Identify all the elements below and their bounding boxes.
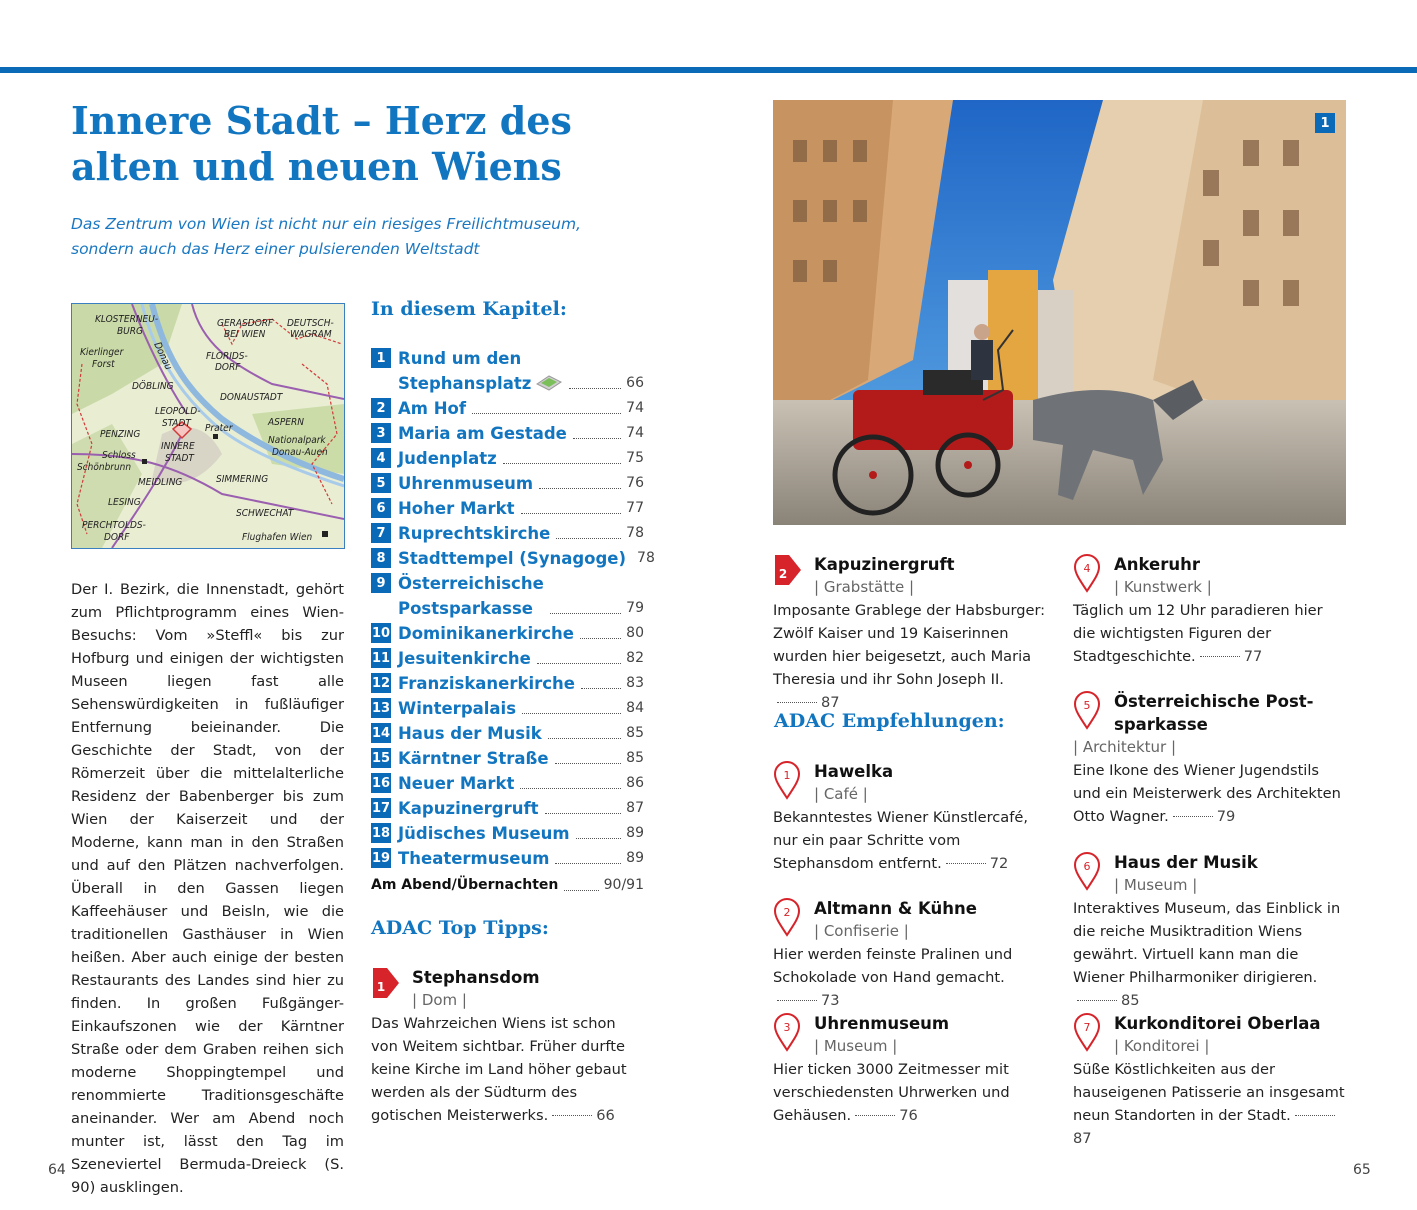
toc-item-label: Am Hof [398, 399, 467, 418]
toc-number-badge: 17 [371, 798, 391, 818]
toc-item[interactable] [371, 821, 644, 846]
toc-page-number: 74 [626, 425, 644, 441]
chapter-title [71, 98, 631, 190]
svg-text:3: 3 [783, 1021, 791, 1034]
map-label: Nationalpark [268, 435, 326, 446]
toc-page-number: 85 [626, 725, 644, 741]
toc-leader-dots [472, 413, 621, 414]
top-tipp-marker-icon [535, 374, 563, 392]
toc-number-badge: 14 [371, 723, 391, 743]
map-label: PENZING [100, 429, 141, 440]
map-label: DORF [215, 362, 241, 373]
entry-name: Ankeruhr [1114, 555, 1201, 574]
toc-page-number: 84 [626, 700, 644, 716]
map-label: KLOSTERNEU- [95, 314, 159, 325]
toc-item[interactable] [371, 746, 644, 771]
map-label: Kierlinger [80, 347, 124, 358]
top-tipp-stephansdom [371, 966, 644, 1127]
toc-number-badge: 4 [371, 448, 391, 468]
toc-leader-dots [569, 388, 621, 389]
empfehlung-oberlaa [1073, 1012, 1349, 1150]
empfehlung-uhrenmuseum [773, 1012, 1049, 1127]
toc-page-number: 87 [626, 800, 644, 816]
map-label: Schönbrunn [77, 462, 132, 473]
map-label: WAGRAM [290, 329, 332, 340]
toc-leader-dots [537, 663, 621, 664]
svg-text:2: 2 [783, 906, 791, 919]
toc-item[interactable] [371, 696, 644, 721]
page-number-left: 64 [48, 1162, 66, 1178]
entry-name: Hawelka [814, 762, 894, 781]
toc-page-number: 83 [626, 675, 644, 691]
map-label: STADT [162, 418, 191, 429]
empfehlung-altmann-kuehne [773, 897, 1049, 1012]
toc-leader-dots [576, 838, 622, 839]
toc-number-badge: 11 [371, 648, 391, 668]
entry-page-number: 85 [1121, 992, 1140, 1009]
map-label: DORF [104, 532, 130, 543]
entry-page-number: 79 [1216, 808, 1236, 825]
empfehlung-pin-icon [1073, 851, 1101, 891]
empfehlung-pin-icon [1073, 690, 1101, 730]
toc-page-number: 76 [626, 475, 644, 491]
toc-page-number: 78 [626, 525, 644, 541]
overview-map [71, 303, 345, 549]
toc-item-label: Kärntner Straße [398, 749, 549, 768]
entry-page-number: 73 [821, 992, 840, 1009]
entry-name: Uhrenmuseum [814, 1014, 950, 1033]
empfehlung-pin-icon [773, 897, 801, 937]
toc-item-label: Haus der Musik [398, 724, 542, 743]
toc-number-badge: 6 [371, 498, 391, 518]
toc-item[interactable] [371, 396, 644, 421]
entry-description: Täglich um 12 Uhr paradieren hier die wichtigsten Figuren der Stadtgeschichte. 77 [1073, 599, 1349, 668]
toc-item-label: Judenplatz [398, 449, 497, 468]
entry-description: Bekanntestes Wiener Künstlercafé, nur ein paar Schritte vom Stephansdom entfernt. 72 [773, 806, 1049, 875]
toc-item-label: Maria am Gestade [398, 424, 567, 443]
leader-dots [1077, 1000, 1117, 1001]
toc-number-badge: 8 [371, 548, 391, 568]
toc-page-number: 78 [637, 550, 655, 566]
toc-item-label: Hoher Markt [398, 499, 515, 518]
svg-text:1: 1 [376, 980, 386, 994]
toc-item[interactable] [371, 646, 644, 671]
toc-item-label: Neuer Markt [398, 774, 515, 793]
subtitle-line2: sondern auch das Herz einer pulsierenden Weltstadt [71, 240, 480, 258]
toc-page-number: 89 [626, 825, 644, 841]
toc-number-badge: 5 [371, 473, 391, 493]
entry-category: | Konditorei | [1114, 1037, 1210, 1055]
toc-page-number: 85 [626, 750, 644, 766]
leader-dots [777, 702, 817, 703]
toc-item[interactable] [371, 496, 644, 521]
map-label: DÖBLING [132, 381, 174, 392]
toc-leader-dots [522, 713, 621, 714]
empfehlung-pin-icon [1073, 1012, 1101, 1052]
map-label: BURG [117, 326, 143, 337]
map-label: Donau-Auen [272, 447, 328, 458]
entry-name: Kapuzinergruft [814, 555, 955, 574]
entry-category: | Museum | [1114, 876, 1198, 894]
toc-item[interactable] [371, 671, 644, 696]
map-label: LESING [108, 497, 141, 508]
toc-page-number: 66 [626, 375, 644, 391]
toc-item[interactable] [371, 621, 644, 646]
toc-item-label: Jesuitenkirche [398, 649, 531, 668]
empfehlungen-heading: ADAC Empfehlungen: [774, 710, 1005, 732]
map-label: SIMMERING [216, 474, 269, 485]
toc-number-badge: 9 [371, 573, 391, 593]
svg-text:6: 6 [1083, 860, 1091, 873]
map-label: MEIDLING [138, 477, 183, 488]
svg-text:2: 2 [778, 567, 788, 581]
map-label: LEOPOLD- [155, 406, 201, 417]
toc-page-number: 89 [626, 850, 644, 866]
toc-leader-dots [550, 613, 621, 614]
toc-leader-dots [548, 738, 621, 739]
top-tipp-flag-icon [773, 551, 803, 589]
leader-dots [1200, 656, 1240, 657]
toc-item-label: Jüdisches Museum [398, 824, 570, 843]
toc-page-number: 79 [626, 600, 644, 616]
leader-dots [855, 1115, 895, 1116]
map-label: ASPERN [268, 417, 304, 428]
toc-item-label: Österreichische Postsparkasse [398, 574, 544, 618]
entry-page-number: 76 [899, 1107, 918, 1124]
toc-leader-dots [520, 788, 621, 789]
entry-name: Haus der Musik [1114, 853, 1258, 872]
toc-item[interactable] [371, 446, 644, 471]
svg-text:4: 4 [1083, 562, 1091, 575]
toc-leader-dots [555, 763, 622, 764]
map-label: Forst [92, 359, 115, 370]
entry-description: Interaktives Museum, das Einblick in die reiche Musiktradition Wiens gewährt. Virtuell kann man die Wiener Philharmoniker dirigieren.85 [1073, 897, 1349, 1012]
leader-dots [1295, 1115, 1335, 1116]
toc-item[interactable] [371, 546, 655, 571]
empfehlung-haus-der-musik [1073, 851, 1349, 1012]
entry-category: | Grabstätte | [814, 578, 915, 596]
map-label: SCHWECHAT [236, 508, 294, 519]
map-label: Flughafen Wien [242, 532, 313, 543]
toc-number-badge: 12 [371, 673, 391, 693]
chapter-title-line2: alten und neuen Wiens [71, 144, 562, 189]
empfehlung-pin-icon [773, 760, 801, 800]
toc-item[interactable] [371, 521, 644, 546]
svg-text:7: 7 [1083, 1021, 1091, 1034]
leader-dots [777, 1000, 817, 1001]
toc-number-badge: 16 [371, 773, 391, 793]
page-number-right: 65 [1353, 1162, 1371, 1178]
svg-text:5: 5 [1083, 699, 1091, 712]
entry-category: | Café | [814, 785, 868, 803]
leader-dots [552, 1115, 592, 1116]
top-tipp-flag-icon [371, 964, 401, 1002]
entry-page-number: 66 [596, 1107, 615, 1124]
toc-item-label: Theatermuseum [398, 849, 550, 868]
toc-number-badge: 10 [371, 623, 391, 643]
entry-description: Eine Ikone des Wiener Jugendstils und ein Meisterwerk des Architekten Otto Wagner. 79 [1073, 759, 1349, 828]
toc-item[interactable] [371, 571, 644, 621]
toc-item-label: Stadttempel (Synagoge) [398, 549, 627, 568]
top-accent-bar [0, 67, 1417, 73]
toc-leader-dots [556, 538, 621, 539]
map-label: STADT [165, 453, 194, 464]
svg-text:1: 1 [783, 769, 791, 782]
map-label: Prater [205, 423, 233, 434]
toc-number-badge: 7 [371, 523, 391, 543]
map-label: Donau [151, 340, 174, 372]
subtitle-line1: Das Zentrum von Wien ist nicht nur ein riesiges Freilichtmuseum, [71, 215, 581, 233]
toc-leader-dots [573, 438, 621, 439]
toc-leader-dots [581, 688, 621, 689]
photo-number-badge: 1 [1315, 113, 1335, 133]
empfehlung-hawelka [773, 760, 1049, 875]
entry-page-number: 72 [989, 855, 1009, 872]
toc-item[interactable] [371, 421, 644, 446]
toc-heading: In diesem Kapitel: [371, 298, 567, 320]
leader-dots [946, 863, 986, 864]
entry-name: Österreichische Post- sparkasse [1114, 692, 1314, 734]
intro-text: Der I. Bezirk, die Innenstadt, gehört zum Pflichtprogramm eines Wien-Besuchs: Vom »Steffl« bis zur Hofburg und einigen der wichtigsten Museen liegen fast alle Sehenswürdigkeiten in fußläufiger Entfernung beieinander. Die Geschichte der Stadt, von der Römerzeit über die mittelalterliche Residenz der Babenberger bis zum Wien der Kaiserzeit und der Moderne, kann man in den Straßen und auf den Plätzen nachverfolgen. Überall in den Gassen liegen Kaffeehäuser und Beisln, wie die traditionellen Gasthäuser in Wien heißen. Aber auch einige der besten Restaurants des Landes sind hier zu finden. In großen Fußgänger-Einkaufszonen wie der Kärntner Straße oder dem Graben reihen sich moderne Shoppingtempel und renommierte Traditionsgeschäfte aneinander. Wer am Abend noch munter ist, lässt den Tag im Szeneviertel Bermuda-Dreieck (S. 90) ausklingen. [71, 581, 344, 1196]
toc-item[interactable] [371, 721, 644, 746]
entry-category: | Museum | [814, 1037, 898, 1055]
map-label: Schloss [102, 450, 136, 461]
toc-page-number: 75 [626, 450, 644, 466]
map-label: GERASDORF [217, 318, 274, 329]
toc-item[interactable] [371, 796, 644, 821]
toc-number-badge: 2 [371, 398, 391, 418]
entry-page-number: 77 [1243, 648, 1263, 665]
toc-page-number: 82 [626, 650, 644, 666]
toc-leader-dots [539, 488, 621, 489]
top-tipp-kapuzinergruft [773, 553, 1049, 714]
chapter-subtitle [71, 212, 631, 262]
entry-page-number: 87 [821, 694, 840, 711]
toc-item[interactable] [371, 346, 644, 396]
empfehlung-postsparkasse [1073, 690, 1349, 828]
toc-page-number: 74 [626, 400, 644, 416]
map-label: DEUTSCH- [287, 318, 334, 329]
toc-page-number: 86 [626, 775, 644, 791]
entry-description: Imposante Grablege der Habsburger: Zwölf Kaiser und 19 Kaiserinnen wurden hier beigesetzt, auch Maria Theresia und ihr Sohn Joseph II.87 [773, 599, 1049, 714]
map-label: PERCHTOLDS- [82, 520, 146, 531]
toc-item[interactable] [371, 771, 644, 796]
entry-page-number: 87 [1073, 1130, 1092, 1147]
toc-number-badge: 18 [371, 823, 391, 843]
toc-item[interactable] [371, 471, 644, 496]
entry-category: | Architektur | [1073, 738, 1177, 756]
toc-leader-dots [545, 813, 622, 814]
toc-leader-dots [580, 638, 621, 639]
leader-dots [1173, 816, 1213, 817]
empfehlung-pin-icon [773, 1012, 801, 1052]
entry-name: Altmann & Kühne [814, 899, 977, 918]
toc-evening-label: Am Abend/Übernachten [371, 877, 559, 893]
entry-category: | Dom | [412, 991, 467, 1009]
toc-item-label: Uhrenmuseum [398, 474, 534, 493]
toc-item-label: Winterpalais [398, 699, 517, 718]
hero-photo-fiaker [773, 100, 1346, 525]
toc-number-badge: 3 [371, 423, 391, 443]
toc-leader-dots [564, 890, 598, 891]
toc-evening-item[interactable] [371, 873, 644, 898]
entry-name: Stephansdom [412, 968, 540, 987]
toc-list [371, 346, 655, 898]
empfehlung-pin-icon [1073, 553, 1101, 593]
toc-item-label: Franziskanerkirche [398, 674, 575, 693]
toc-number-badge: 19 [371, 848, 391, 868]
entry-description: Hier werden feinste Pralinen und Schokolade von Hand gemacht.73 [773, 943, 1049, 1012]
toc-item-label: Kapuzinergruft [398, 799, 539, 818]
toc-number-badge: 13 [371, 698, 391, 718]
toc-item-label: Dominikanerkirche [398, 624, 574, 643]
toc-item-label: Rund um den Stephansplatz [398, 346, 563, 396]
toc-leader-dots [503, 463, 621, 464]
entry-name: Kurkonditorei Oberlaa [1114, 1014, 1321, 1033]
toc-leader-dots [521, 513, 622, 514]
map-label: INNERE [161, 441, 195, 452]
toc-number-badge: 1 [371, 348, 391, 368]
map-label: DONAUSTADT [220, 392, 283, 403]
map-label: BEI WIEN [224, 329, 266, 340]
chapter-title-line1: Innere Stadt – Herz des [71, 98, 572, 143]
entry-description: Hier ticken 3000 Zeitmesser mit verschiedensten Uhrwerken und Gehäusen. 76 [773, 1058, 1049, 1127]
toc-page-number: 77 [626, 500, 644, 516]
toc-page-number: 80 [626, 625, 644, 641]
entry-description: Das Wahrzeichen Wiens ist schon von Weitem sichtbar. Früher durfte keine Kirche im Land höher gebaut werden als der Südturm des gotischen Meisterwerks. 66 [371, 1012, 644, 1127]
entry-category: | Kunstwerk | [1114, 578, 1212, 596]
map-label: FLORIDS- [206, 351, 248, 362]
top-tipps-heading: ADAC Top Tipps: [371, 917, 549, 939]
entry-category: | Confiserie | [814, 922, 909, 940]
toc-number-badge: 15 [371, 748, 391, 768]
empfehlung-ankeruhr [1073, 553, 1349, 668]
toc-item-label: Ruprechtskirche [398, 524, 551, 543]
entry-description: Süße Köstlichkeiten aus der hauseigenen Patisserie an insgesamt neun Standorten in der Stadt.87 [1073, 1058, 1349, 1150]
toc-item[interactable] [371, 846, 644, 871]
toc-evening-page: 90/91 [603, 877, 644, 893]
toc-leader-dots [555, 863, 621, 864]
